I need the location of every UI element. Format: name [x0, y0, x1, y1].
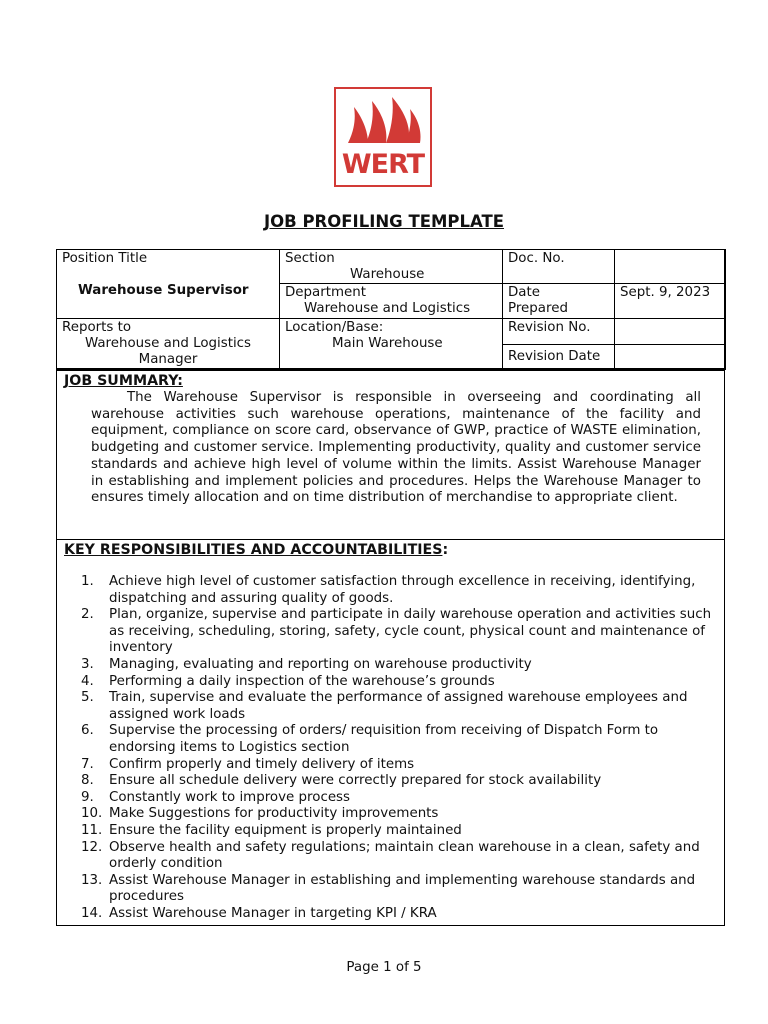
job-summary-section — [56, 369, 725, 540]
list-item — [57, 723, 726, 756]
page-number: Page 1 of 5 — [346, 960, 422, 975]
date-prepared-value: Sept. 9, 2023 — [620, 285, 711, 300]
job-summary-text: The Warehouse Supervisor is responsible in overseeing and coordinating all warehouse activities such warehouse operations, maintenance of the facility and equipment, compliance on score card, observance of GWP, practice of WASTE elimination, budgeting and customer service. Implementing productivity, quality and customer service standards and achieve high level of volume within the limits. Assist Warehouse Manager in establishing and implement policies and procedures. Helps the Warehouse Manager to ensures timely allocation and on time distribution of merchandise to appropriate client. — [91, 390, 701, 506]
list-item-text: Confirm properly and timely delivery of items — [109, 756, 415, 772]
list-item-number: 14. — [81, 905, 103, 921]
list-item-text: Train, supervise and evaluate the performance of assigned warehouse employees and assigned work loads — [109, 690, 688, 722]
list-item-number: 8. — [81, 773, 94, 789]
list-item-text: Ensure all schedule delivery were correctly prepared for stock availability — [109, 773, 602, 789]
reports-to-value: Warehouse and Logistics Manager — [84, 336, 252, 367]
list-item — [57, 906, 726, 923]
responsibilities-list — [57, 574, 726, 922]
list-item-number: 13. — [81, 872, 103, 888]
location-value: Main Warehouse — [332, 336, 443, 351]
list-item — [57, 757, 726, 774]
list-item — [57, 790, 726, 807]
doc-no-label: Doc. No. — [508, 251, 565, 266]
list-item-text: Observe health and safety regulations; maintain clean warehouse in a clean, safety and orderly condition — [109, 839, 700, 872]
list-item-text: Plan, organize, supervise and participate in daily warehouse operation and activities such as receiving, scheduling, storing, safety, cycle count, physical count and maintenance of inventory — [109, 607, 712, 656]
responsibilities-heading — [64, 542, 448, 558]
list-item-number: 11. — [81, 822, 103, 838]
revision-no-cell — [502, 318, 615, 345]
list-item-number: 6. — [81, 723, 94, 739]
list-item-text: Constantly work to improve process — [109, 789, 351, 805]
section-label: Section — [285, 251, 335, 266]
revision-no-value-cell — [614, 318, 726, 345]
list-item-number: 12. — [81, 839, 103, 855]
revision-date-label: Revision Date — [508, 349, 601, 364]
list-item — [57, 806, 726, 823]
position-title-label: Position Title — [62, 251, 148, 266]
section-value: Warehouse — [350, 267, 425, 282]
list-item-number: 4. — [81, 673, 94, 689]
document-title: JOB PROFILING TEMPLATE — [263, 212, 505, 231]
logo-text: WERT — [341, 149, 425, 180]
sails-icon — [342, 95, 424, 151]
list-item — [57, 690, 726, 723]
list-item-number: 5. — [81, 690, 94, 706]
date-prepared-label: Date Prepared — [508, 285, 568, 316]
list-item — [57, 840, 726, 873]
location-cell — [279, 318, 503, 370]
reports-to-cell — [56, 318, 280, 370]
list-item-text: Achieve high level of customer satisfaction through excellence in receiving, identifying, dispatching and assuring quality of goods. — [109, 574, 696, 606]
list-item-text: Assist Warehouse Manager in establishing and implementing warehouse standards and procedures — [109, 872, 696, 905]
revision-date-value-cell — [614, 344, 726, 370]
revision-date-cell — [502, 344, 615, 370]
responsibilities-heading-text: KEY RESPONSIBILITIES AND ACCOUNTABILITIES — [64, 542, 443, 558]
list-item — [57, 674, 726, 691]
list-item — [57, 657, 726, 674]
doc-no-value-cell — [614, 249, 726, 284]
list-item-text: Ensure the facility equipment is properly maintained — [109, 822, 462, 838]
reports-to-label: Reports to — [62, 320, 132, 335]
date-prepared-cell — [502, 283, 615, 319]
list-item — [57, 873, 726, 906]
list-item-text: Assist Warehouse Manager in targeting KPI / KRA — [109, 905, 437, 921]
list-item-number: 10. — [81, 806, 103, 822]
list-item — [57, 823, 726, 840]
department-cell — [279, 283, 503, 319]
department-value: Warehouse and Logistics — [304, 301, 471, 316]
list-item-number: 1. — [81, 574, 94, 589]
list-item-text: Managing, evaluating and reporting on warehouse productivity — [109, 656, 532, 672]
position-title-value: Warehouse Supervisor — [78, 283, 249, 298]
list-item — [57, 773, 726, 790]
list-item — [57, 574, 726, 607]
header-table — [56, 249, 725, 369]
department-label: Department — [285, 285, 367, 300]
job-summary-heading-text: JOB SUMMARY: — [64, 373, 183, 389]
list-item-number: 3. — [81, 656, 94, 672]
responsibilities-heading-colon: : — [442, 542, 449, 558]
list-item-number: 2. — [81, 607, 94, 623]
list-item-text: Performing a daily inspection of the warehouse’s grounds — [109, 673, 495, 689]
list-item — [57, 607, 726, 657]
date-prepared-value-cell — [614, 283, 726, 319]
list-item-number: 9. — [81, 789, 94, 805]
revision-no-label: Revision No. — [508, 320, 591, 335]
position-title-cell — [56, 249, 280, 319]
list-item-text: Supervise the processing of orders/ requisition from receiving of Dispatch Form to endorsing items to Logistics section — [109, 723, 659, 755]
location-label: Location/Base: — [285, 320, 384, 335]
job-summary-heading — [64, 373, 183, 389]
company-logo — [334, 87, 432, 187]
section-cell — [279, 249, 503, 284]
list-item-number: 7. — [81, 756, 94, 772]
doc-no-cell — [502, 249, 615, 284]
list-item-text: Make Suggestions for productivity improvements — [109, 806, 439, 822]
responsibilities-section — [56, 539, 725, 926]
